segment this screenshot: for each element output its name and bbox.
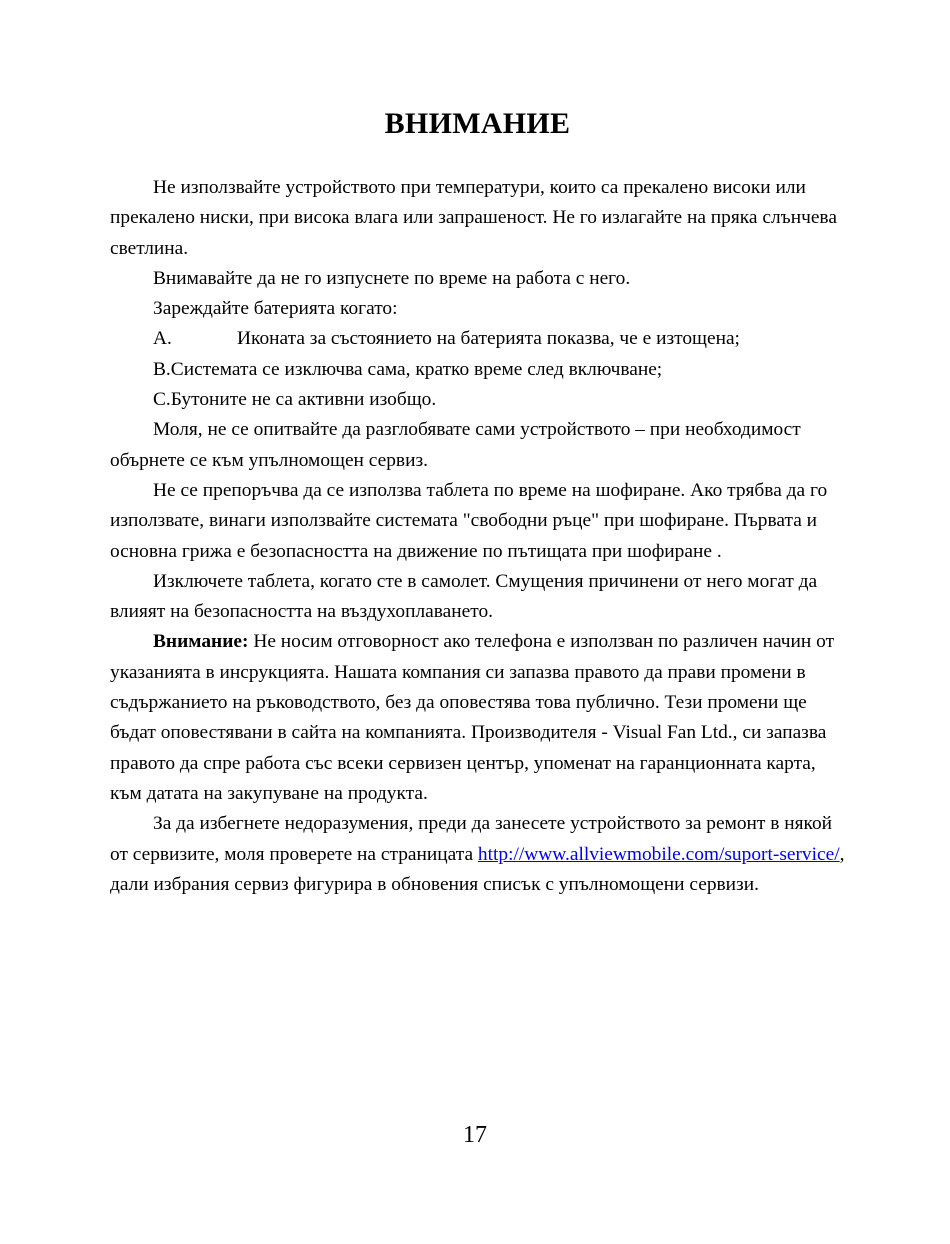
- document-page: [110, 0, 845, 900]
- paragraph-liability-notice: [110, 627, 845, 809]
- paragraph-service-check: [110, 809, 845, 900]
- list-item: [110, 324, 845, 354]
- paragraph-charge-battery: Зареждайте батерията когато:: [153, 298, 398, 320]
- list-item-text: Иконата за състоянието на батерията показва, че е изтощена;: [237, 328, 740, 350]
- list-marker: A.: [153, 328, 172, 350]
- service-text-after: , дали избрания сервиз фигурира в обновения списък с упълномощени сервизи.: [110, 843, 845, 895]
- paragraph-airplane-warning: Изключете таблета, когато сте в самолет. Смущения причинени от него могат да влияят на безопасността на въздухоплаването.: [110, 570, 818, 623]
- paragraph-driving-warning: Не се препоръчва да се използва таблета по време на шофиране. Ако трябва да го използвате, винаги използвайте системата "свободни ръце" при шофиране. Първата и основна грижа е безопасността на движение по пътищата при шофиране .: [110, 479, 828, 562]
- list-marker: B.: [153, 358, 171, 380]
- paragraph-disassembly-warning: Моля, не се опитвайте да разглобявате сами устройството – при необходимост обърнете се към упълномощен сервиз.: [110, 419, 801, 471]
- page-title: ВНИМАНИЕ: [384, 107, 571, 140]
- list-item: [110, 355, 845, 385]
- warning-text: Не носим отговорност ако телефона е използван по различен начин от указанията в инсрукцията. Нашата компания си запазва правото да прави промени в съдържанието на ръководството, без да оповестява това публично. Тези промени ще бъдат оповестявани в сайта на компанията. Производителя - Visual Fan Ltd., си запазва правото да спре работа със всеки сервизен център, упоменат на гаранционната карта, към датата на закупуване на продукта.: [110, 631, 835, 804]
- list-item-text: Системата се изключва сама, кратко време след включване;: [170, 358, 663, 380]
- service-link[interactable]: http://www.allviewmobile.com/suport-service/: [477, 843, 840, 865]
- document-body: [110, 173, 845, 900]
- page-number: 17: [463, 1122, 487, 1148]
- list-item: [110, 385, 845, 415]
- paragraph-drop-warning: Внимавайте да не го изпуснете по време на работа с него.: [153, 267, 631, 289]
- paragraph-temperature-warning: Не използвайте устройството при температури, които са прекалено високи или прекалено ниски, при висока влага или запрашеност. Не го излагайте на пряка слънчева светлина.: [110, 177, 837, 259]
- warning-label: Внимание:: [153, 631, 249, 653]
- service-text-before: За да избегнете недоразумения, преди да занесете устройството за ремонт в някой от сервизите, моля проверете на страницата: [110, 813, 833, 865]
- list-item-text: Бутоните не са активни изобщо.: [170, 389, 437, 411]
- list-marker: C.: [153, 389, 171, 411]
